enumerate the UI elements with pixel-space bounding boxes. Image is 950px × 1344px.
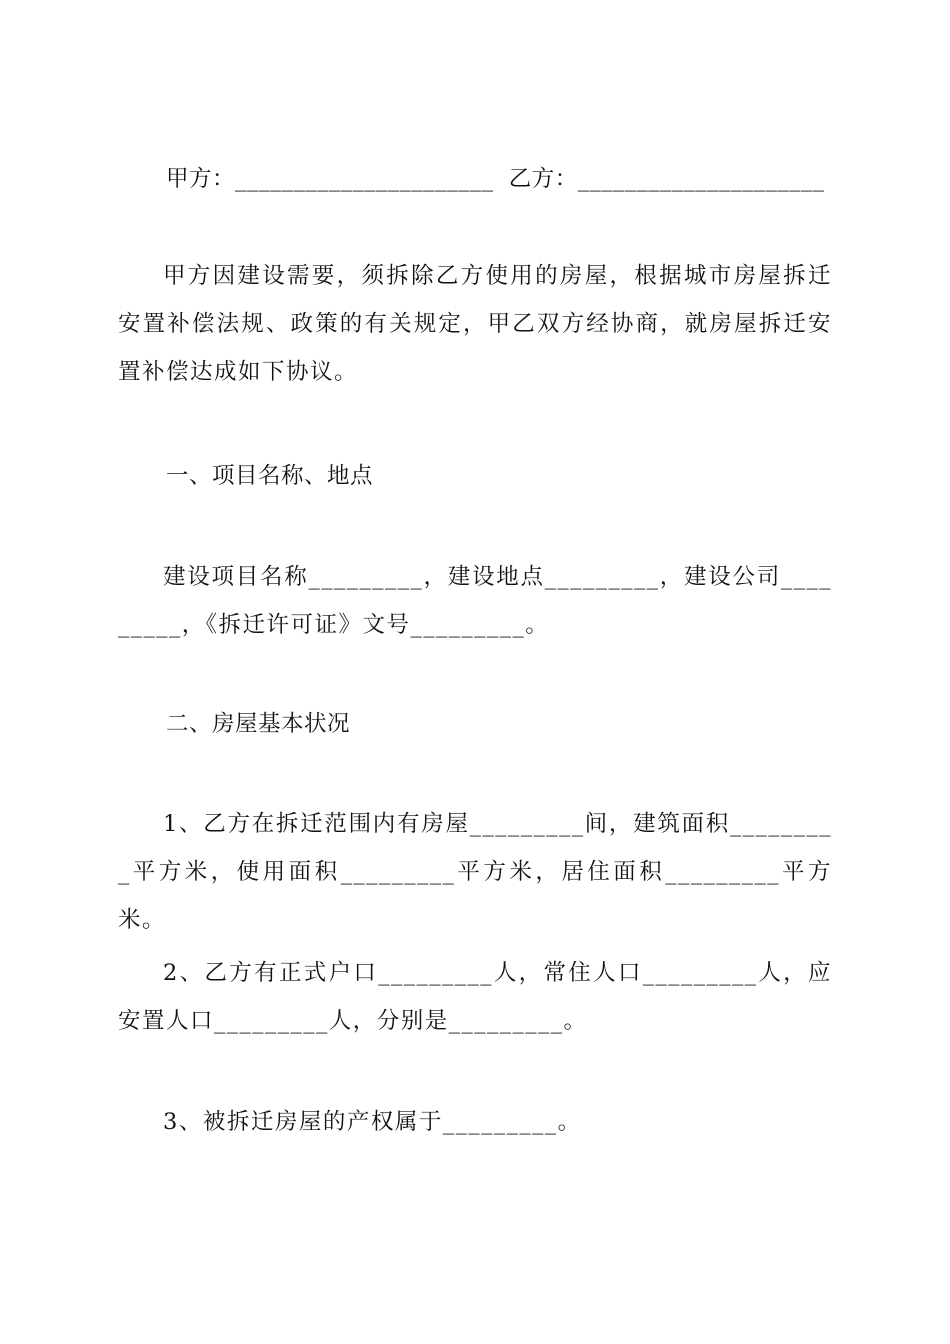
item2-paragraph: 2、乙方有正式户口_________人，常住人口_________人，应安置人口_________人，分别是_________。 xyxy=(118,960,832,1034)
parties-line: 甲方：______________________ 乙方：_____________________ xyxy=(166,166,825,192)
item1-paragraph: 1、乙方在拆迁范围内有房屋_________间，建筑面积_________平方米，使用面积_________平方米，居住面积_________平方米。 xyxy=(118,811,832,933)
section1-title: 一、项目名称、地点 xyxy=(166,463,374,489)
section1-body: 建设项目名称_________，建设地点_________，建设公司_________，《拆迁许可证》文号_________。 xyxy=(118,564,832,638)
intro-paragraph: 甲方因建设需要，须拆除乙方使用的房屋，根据城市房屋拆迁安置补偿法规、政策的有关规定，甲乙双方经协商，就房屋拆迁安置补偿达成如下协议。 xyxy=(118,263,832,385)
item3-paragraph: 3、被拆迁房屋的产权属于_________。 xyxy=(163,1109,582,1135)
section2-title: 二、房屋基本状况 xyxy=(166,711,351,737)
